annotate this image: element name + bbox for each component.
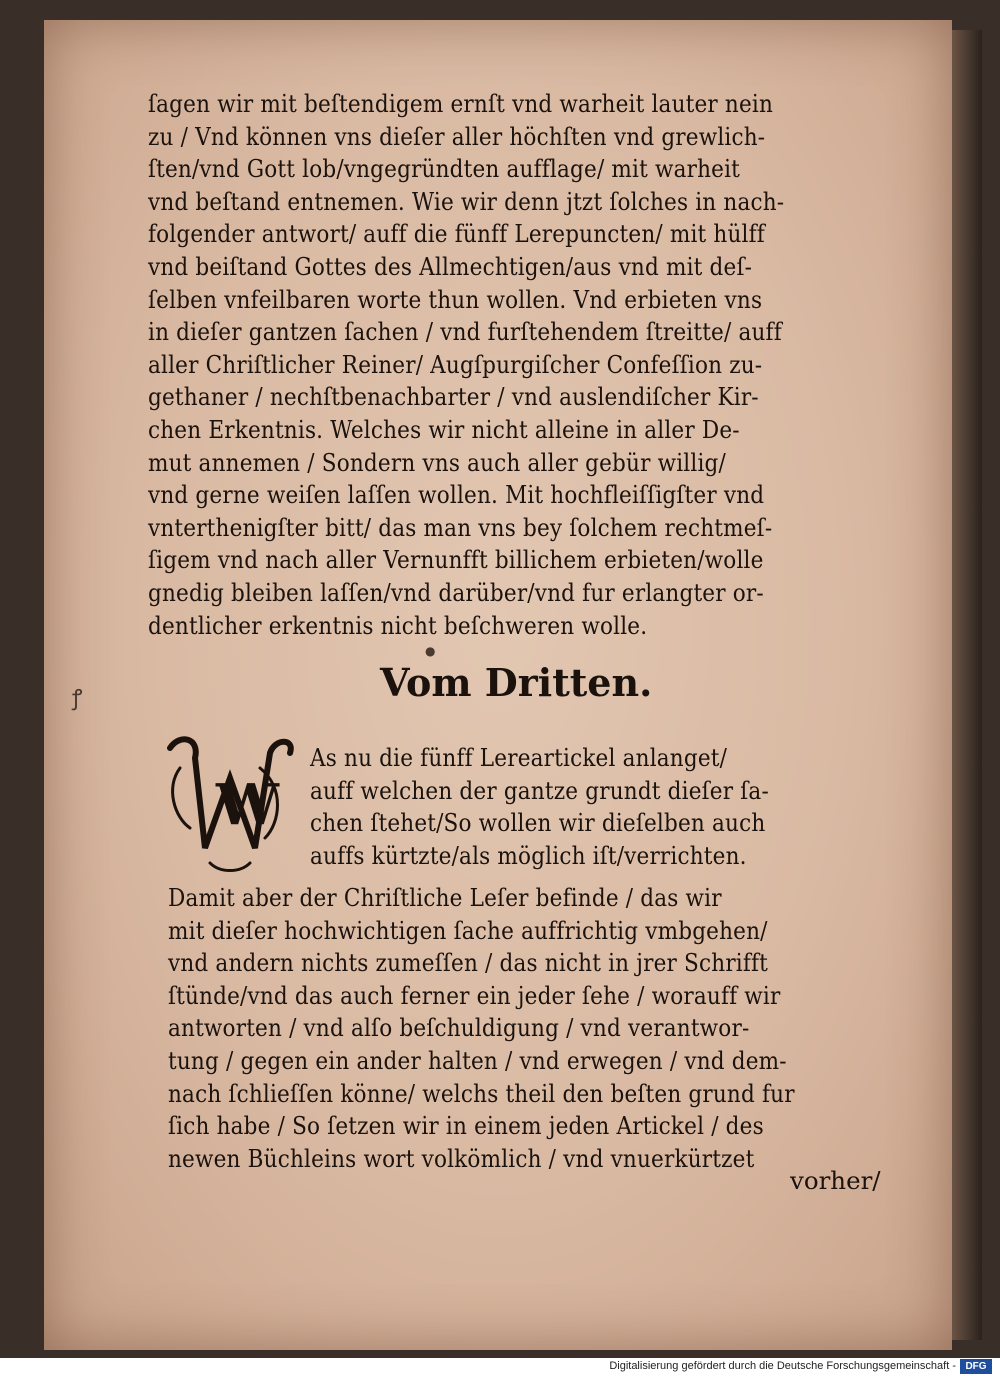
text-line: vnd gerne weiſen laſſen wollen. Mit hochfleiſſigſter vnd (148, 480, 765, 510)
text-line: Damit aber der Chriſtliche Leſer befinde / das wir (168, 883, 722, 912)
text-line: gnedig bleiben laſſen/vnd darüber/vnd fur erlangter or- (148, 577, 764, 607)
text-line: vnd beiſtand Gottes des Allmechtigen/aus vnd mit deſ- (148, 251, 753, 281)
page-edge (952, 30, 982, 1340)
text-line: auff welchen der gantze grundt dieſer ſa- (310, 775, 769, 805)
text-line: ſagen wir mit beſtendigem ernſt vnd warheit lauter nein (148, 89, 774, 118)
text-line: As nu die fünff Lereartickel anlanget/ (310, 743, 728, 772)
initial-letter: W (216, 772, 279, 838)
footer-credit: Digitalisierung gefördert durch die Deutsche Forschungsgemeinschaft - (609, 1360, 956, 1372)
text-line: ſtünde/vnd das auch ferner ein jeder ſehe / worauff wir (168, 980, 781, 1010)
text-line: ſelben vnfeilbaren worte thun wollen. Vnd erbieten vns (148, 284, 763, 314)
paragraph-top (148, 88, 888, 642)
text-line: chen Erkentnis. Welches wir nicht alleine in aller De- (148, 414, 740, 444)
paragraph-second (168, 882, 898, 1175)
section-heading: Vom Dritten. (380, 660, 653, 705)
text-line: ſigem vnd nach aller Vernunfft billichem erbieten/wolle (148, 545, 764, 575)
dfg-logo-text: DFG (965, 1361, 987, 1372)
text-line: antworten / vnd alſo beſchuldigung / vnd verantwor- (168, 1013, 750, 1043)
text-line: vnd beſtand entnemen. Wie wir denn jtzt ſolches in nach- (148, 186, 785, 216)
text-line: vnterthenigſter bitt/ das man vns bey ſolchem rechtmeſ- (148, 512, 773, 542)
catchword: vorher/ (790, 1166, 881, 1195)
text-line: auffs kürtzte/als möglich iſt/verrichten. (310, 840, 747, 870)
text-line: aller Chriſtlicher Reiner/ Augſpurgiſcher Confeſſion zu- (148, 349, 763, 379)
text-line: nach ſchlieſſen könne/ welchs theil den beſten grund fur (168, 1078, 795, 1108)
dfg-logo (960, 1359, 992, 1374)
text-line: newen Büchleins wort volkömlich / vnd vnuerkürtzet (168, 1143, 755, 1173)
text-line: ſich habe / So ſetzen wir in einem jeden Artickel / des (168, 1111, 764, 1141)
text-line: in dieſer gantzen ſachen / vnd furſtehendem ſtreitte/ auff (148, 317, 782, 347)
text-line: gethaner / nechſtbenachbarter / vnd auslendiſcher Kir- (148, 382, 759, 412)
text-line: ſten/vnd Gott lob/vngegründten aufflage/ mit warheit (148, 154, 741, 184)
text-line: mut annemen / Sondern vns auch aller gebür willig/ (148, 447, 726, 477)
text-line: vnd andern nichts zumeſſen / das nicht in jrer Schrifft (168, 948, 769, 978)
margin-mark: ꝭ (72, 686, 83, 711)
text-line: folgender antwort/ auff die fünff Lerepuncten/ mit hülff (148, 219, 765, 249)
text-line: tung / gegen ein ander halten / vnd erwegen / vnd dem- (168, 1045, 787, 1075)
paragraph-initial (310, 742, 890, 872)
text-line: zu / Vnd können vns dieſer aller höchſten vnd grewlich- (148, 121, 766, 151)
text-line: dentlicher erkentnis nicht beſchweren wolle. (148, 610, 648, 640)
decorative-dot: ● (425, 644, 436, 658)
text-line: mit dieſer hochwichtigen ſache auffrichtig vmbgehen/ (168, 915, 768, 945)
text-line: chen ſtehet/So wollen wir dieſelben auch (310, 808, 766, 838)
decorated-initial-w (160, 728, 300, 878)
